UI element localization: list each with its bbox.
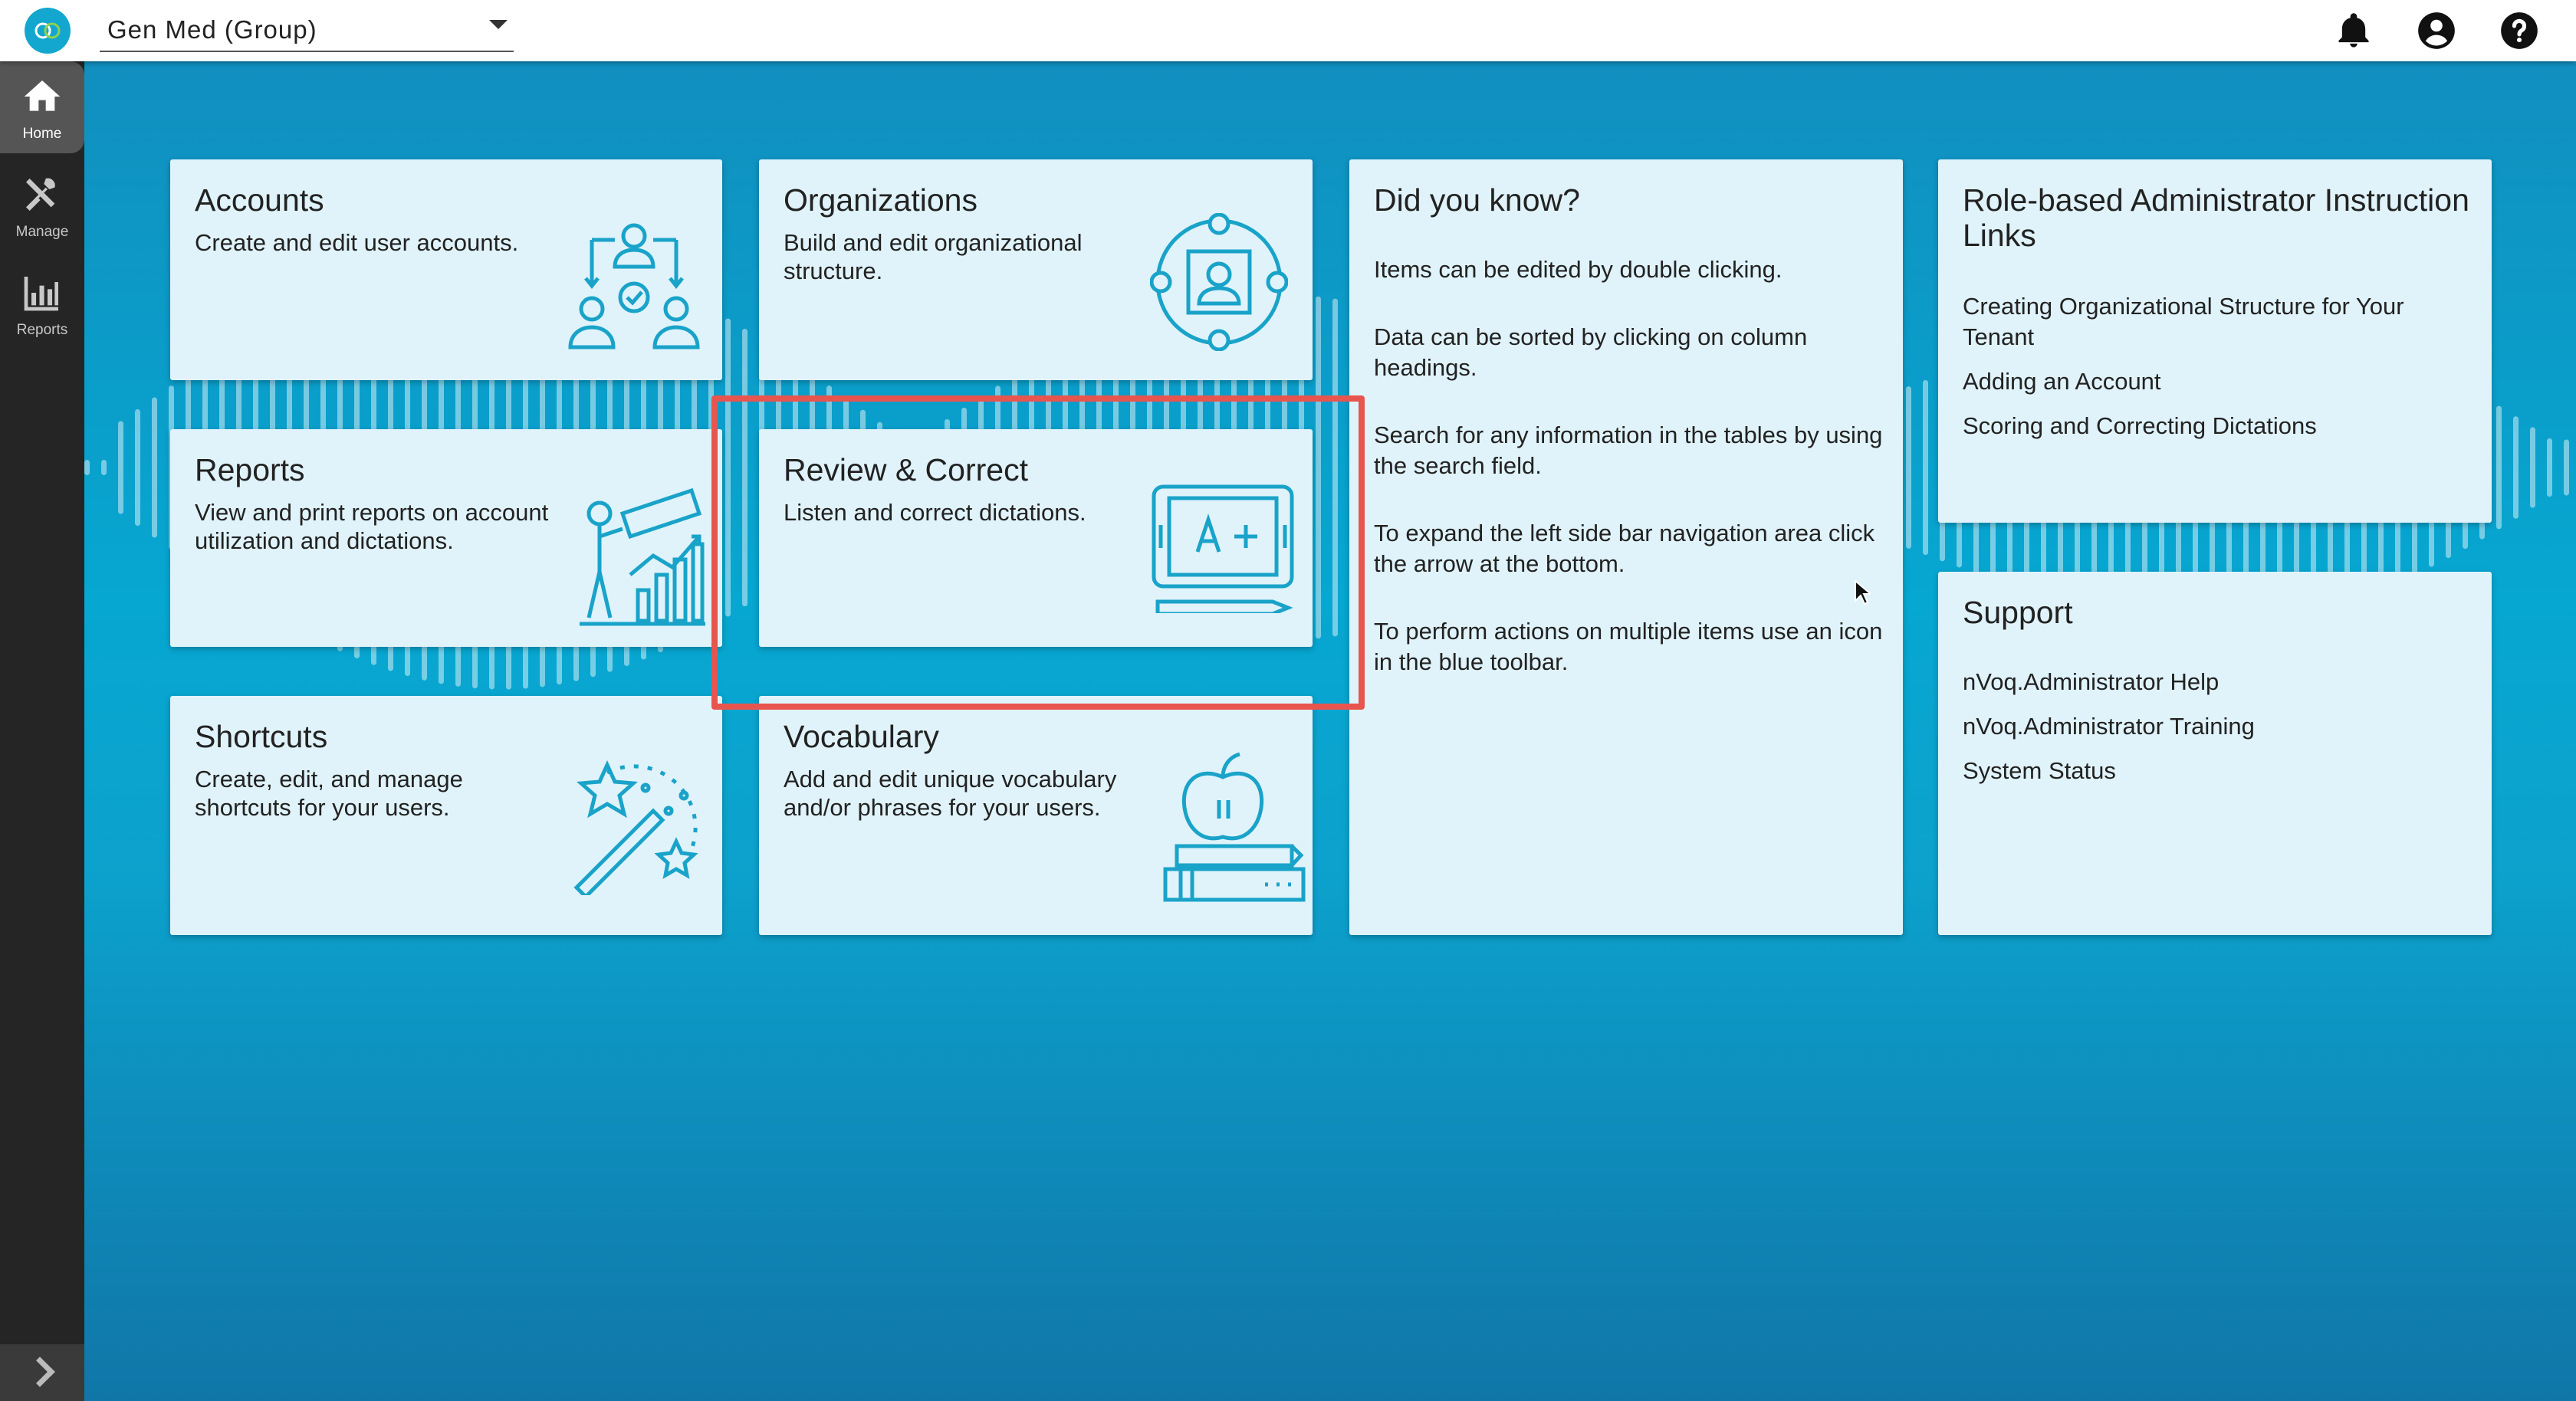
mouse-cursor-icon	[1854, 579, 1871, 605]
instruction-link[interactable]: Creating Organizational Structure for Your Tenant	[1963, 293, 2404, 350]
did-you-know-title: Did you know?	[1374, 182, 1580, 218]
sidebar-item-label: Home	[22, 126, 62, 142]
bell-icon[interactable]	[2334, 11, 2374, 51]
sidebar	[0, 61, 84, 1401]
sidebar-item-home[interactable]	[0, 61, 84, 153]
tip-item: To expand the left side bar navigation area click the arrow at the bottom.	[1374, 520, 1875, 577]
home-dashboard	[84, 61, 2576, 1401]
accounts-people-icon	[561, 213, 707, 359]
account-circle-icon[interactable]	[2417, 11, 2456, 51]
reports-card[interactable]	[170, 429, 722, 647]
organizations-title: Organizations	[784, 182, 978, 218]
chevron-right-icon	[25, 1357, 55, 1387]
shortcuts-card[interactable]	[170, 696, 722, 935]
apple-books-icon	[1150, 746, 1311, 907]
vocabulary-card[interactable]	[759, 696, 1313, 935]
did-you-know-card	[1349, 159, 1903, 935]
vocabulary-description: Add and edit unique vocabulary and/or phrases for your users.	[784, 766, 1117, 821]
accounts-description: Create and edit user accounts.	[195, 229, 519, 256]
magic-wand-icon	[561, 750, 707, 895]
reports-description: View and print reports on account utilization and dictations.	[195, 499, 549, 554]
instruction-link[interactable]: Scoring and Correcting Dictations	[1963, 412, 2317, 439]
tip-item: Search for any information in the tables by using the search field.	[1374, 422, 1883, 479]
top-bar	[0, 0, 2576, 61]
help-icon[interactable]	[2499, 11, 2539, 51]
tip-item: Items can be edited by double clicking.	[1374, 256, 1783, 283]
sidebar-item-reports[interactable]	[0, 258, 84, 349]
tip-item: Data can be sorted by clicking on column headings.	[1374, 323, 1808, 381]
support-link[interactable]: nVoq.Administrator Help	[1963, 668, 2220, 695]
shortcuts-title: Shortcuts	[195, 719, 328, 754]
home-icon	[20, 75, 64, 118]
group-selected-value: Gen Med (Group)	[107, 15, 317, 44]
review-correct-title: Review & Correct	[784, 452, 1028, 487]
caret-down-icon	[489, 20, 508, 29]
bar-chart-icon	[20, 271, 64, 314]
accounts-title: Accounts	[195, 182, 324, 218]
sidebar-item-label: Reports	[16, 322, 68, 338]
support-title: Support	[1963, 595, 2073, 630]
support-card	[1938, 572, 2492, 935]
review-correct-description: Listen and correct dictations.	[784, 499, 1086, 526]
support-link[interactable]: nVoq.Administrator Training	[1963, 713, 2255, 740]
nvoq-logo-icon[interactable]	[25, 8, 71, 54]
organizations-description: Build and edit organizational structure.	[784, 229, 1083, 284]
sidebar-expand-button[interactable]	[0, 1344, 84, 1401]
instruction-links-title: Role-based Administrator Instruction Links	[1963, 182, 2469, 253]
review-correct-highlight	[711, 395, 1365, 710]
instruction-links-card	[1938, 159, 2492, 523]
shortcuts-description: Create, edit, and manage shortcuts for your users.	[195, 766, 463, 821]
reports-telescope-chart-icon	[577, 483, 707, 628]
reports-title: Reports	[195, 452, 305, 487]
tips-list	[1374, 254, 1895, 714]
tip-item: To perform actions on multiple items use an icon in the blue toolbar.	[1374, 618, 1883, 675]
organizations-card[interactable]	[759, 159, 1313, 380]
support-link[interactable]: System Status	[1963, 757, 2116, 784]
support-links-list	[1963, 667, 2469, 800]
instruction-links-list	[1963, 291, 2469, 455]
sidebar-item-label: Manage	[15, 224, 69, 240]
sidebar-item-manage[interactable]	[0, 159, 84, 251]
vocabulary-title: Vocabulary	[784, 719, 939, 754]
instruction-link[interactable]: Adding an Account	[1963, 368, 2161, 395]
group-selector-dropdown[interactable]	[100, 9, 514, 52]
accounts-card[interactable]	[170, 159, 722, 380]
tools-icon	[20, 173, 64, 216]
organization-network-icon	[1150, 213, 1288, 351]
